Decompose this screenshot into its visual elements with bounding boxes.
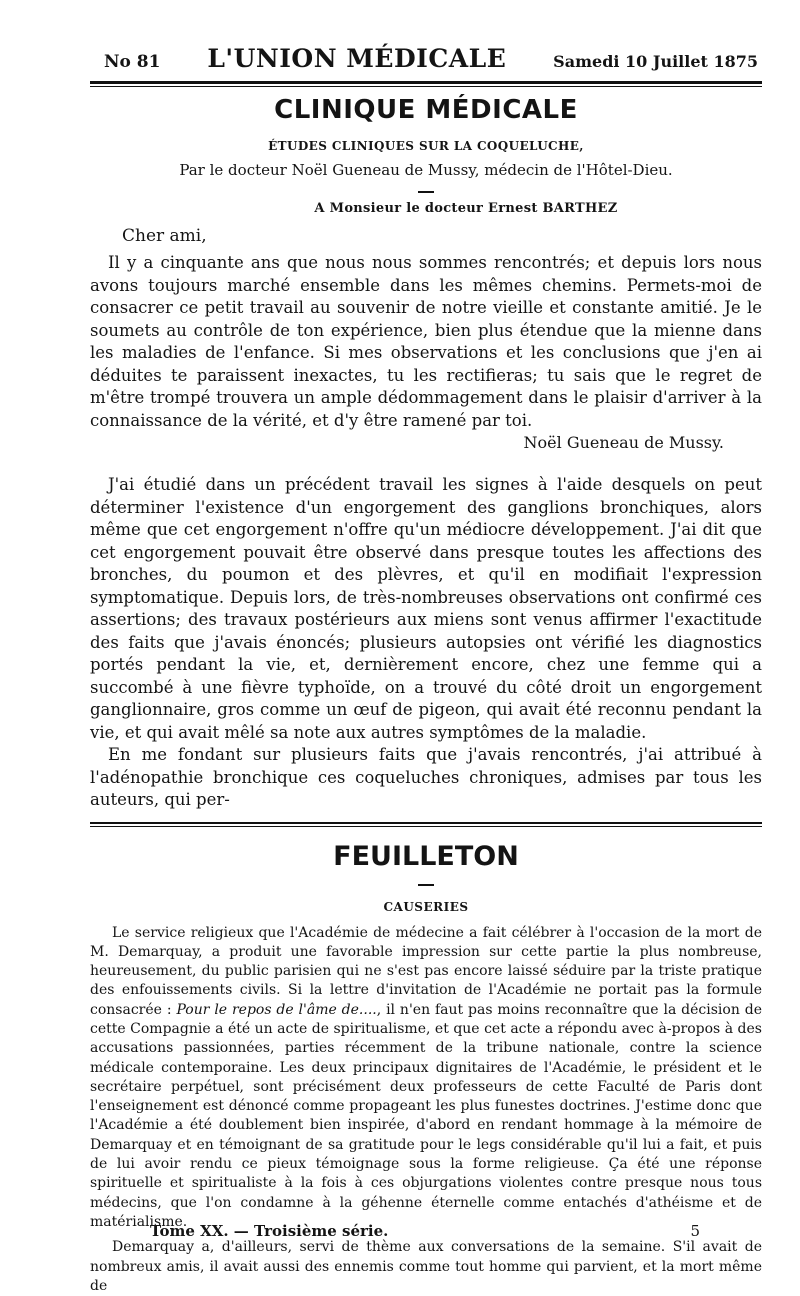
spacer bbox=[90, 462, 762, 474]
page-footer bbox=[150, 1222, 700, 1240]
separator-dash bbox=[418, 884, 434, 886]
feuilleton-paragraph-2: Demarquay a, d'ailleurs, servi de thème aux conversations de la semaine. S'il avait de nombreux amis, il avait aussi des ennemis comme tout homme qui parvient, et la mort même de bbox=[90, 1239, 762, 1294]
feuilleton-text: , il n'en faut pas moins reconnaître que la décision de cette Compagnie a été un acte de spiritualisme, et que cet acte a répondu avec à-propos à des accusations passionnées, parties récemment de la tribune nationale, contre la science médicale contemporaine. Les deux principaux dignitaires de l'Académie, le président et le secrétaire perpétuel, sont précisément deux professeurs de cette Faculté de Paris dont l'enseignement est dénoncé comme propageant les plus funestes doctrines. J'estime donc que l'Académie a été doublement bien inspirée, d'abord en rendant hommage à la mémoire de Demarquay et en témoignant de sa gratitude pour le legs considérable qu'il lui a fait, et puis de lui avoir rendu ce pieux témoignage sous la forme religieuse. Ça été une réponse spirituelle et spiritualiste à la fois à ces objurgations violentes contre presque nous tous médecins, que l'on condamne à la géhenne éternelle comme entachés d'athéisme et de matérialisme. bbox=[90, 1001, 762, 1230]
article-subtitle: ÉTUDES CLINIQUES SUR LA COQUELUCHE, bbox=[268, 139, 584, 153]
feuilleton-subtitle: CAUSERIES bbox=[383, 899, 469, 914]
separator-dash bbox=[418, 191, 434, 193]
article-byline: Par le docteur Noël Gueneau de Mussy, médecin de l'Hôtel-Dieu. bbox=[179, 161, 673, 179]
feuilleton-italic-formula: Pour le repos de l'âme de.... bbox=[176, 1001, 377, 1018]
feuilleton-paragraph-1 bbox=[90, 924, 762, 1233]
page-number: 5 bbox=[690, 1222, 700, 1240]
masthead-rule bbox=[90, 81, 762, 87]
dedication: A Monsieur le docteur Ernest BARTHEZ bbox=[314, 201, 618, 216]
feuilleton-text: Le service religieux que l'Académie de médecine a fait célébrer à l'occasion de la mort de M. Demarquay, a produit une favorable impression sur cette partie la plus nombreuse, heureusement, du public parisien qui ne s'est pas encore laissé séduire par la triste pratique des enfouissements civils. Si la lettre d'invitation de l'Académie ne portait pas la formule consacrée : bbox=[90, 924, 762, 1018]
feuilleton-rule bbox=[90, 822, 762, 827]
journal-title: L'UNION MÉDICALE bbox=[207, 44, 507, 73]
article-paragraph-1: J'ai étudié dans un précédent travail les signes à l'aide desquels on peut déterminer l'existence d'un engorgement des ganglions bronchiques, alors même que cet engorgement n'offre qu'un médiocre développement. J'ai dit que cet engorgement pouvait être observé dans presque toutes les affections des bronches, du poumon et des plèvres, et qu'il en modifiait l'expression symptomatique. Depuis lors, de très-nombreuses observations ont confirmé ces assertions; des travaux postérieurs aux miens sont venus affirmer l'exactitude des faits que j'avais énoncés; plusieurs autopsies ont vérifié les diagnostics portés pendant la vie, et, dernièrement encore, chez une femme qui a succombé à une fièvre typhoïde, on a trouvé du côté droit un engorgement ganglionnaire, gros comme un œuf de pigeon, qui avait été reconnu pendant la vie, et qui avait mêlé sa note aux autres symptômes de la maladie. bbox=[90, 475, 762, 742]
letter-signature: Noël Gueneau de Mussy. bbox=[523, 433, 724, 452]
article-paragraph-2: En me fondant sur plusieurs faits que j'avais rencontrés, j'ai attribué à l'adénopathie bronchique ces coqueluches chroniques, admises par tous les auteurs, qui per- bbox=[90, 745, 762, 809]
issue-number: No 81 bbox=[104, 52, 161, 72]
issue-date: Samedi 10 Juillet 1875 bbox=[553, 52, 758, 71]
feuilleton-title: FEUILLETON bbox=[333, 840, 519, 872]
volume-label: Tome XX. — Troisième série. bbox=[150, 1222, 389, 1240]
section-title: CLINIQUE MÉDICALE bbox=[274, 95, 578, 125]
letter-greeting: Cher ami, bbox=[122, 226, 207, 246]
masthead bbox=[90, 44, 762, 79]
letter-paragraph: Il y a cinquante ans que nous nous sommes rencontrés; et depuis lors nous avons toujours marché ensemble dans les mêmes chemins. Permets-moi de consacrer ce petit travail au souvenir de notre vieille et constante amitié. Je le soumets au contrôle de ton expérience, bien plus étendue que la mienne dans les maladies de l'enfance. Si mes observations et les conclusions que j'en ai déduites te paraissent inexactes, tu les rectifieras; tu sais que le regret de m'être trompé trouvera un ample dédommagement dans le plaisir d'arriver à la connaissance de la vérité, et d'y être ramené par toi. bbox=[90, 253, 762, 430]
